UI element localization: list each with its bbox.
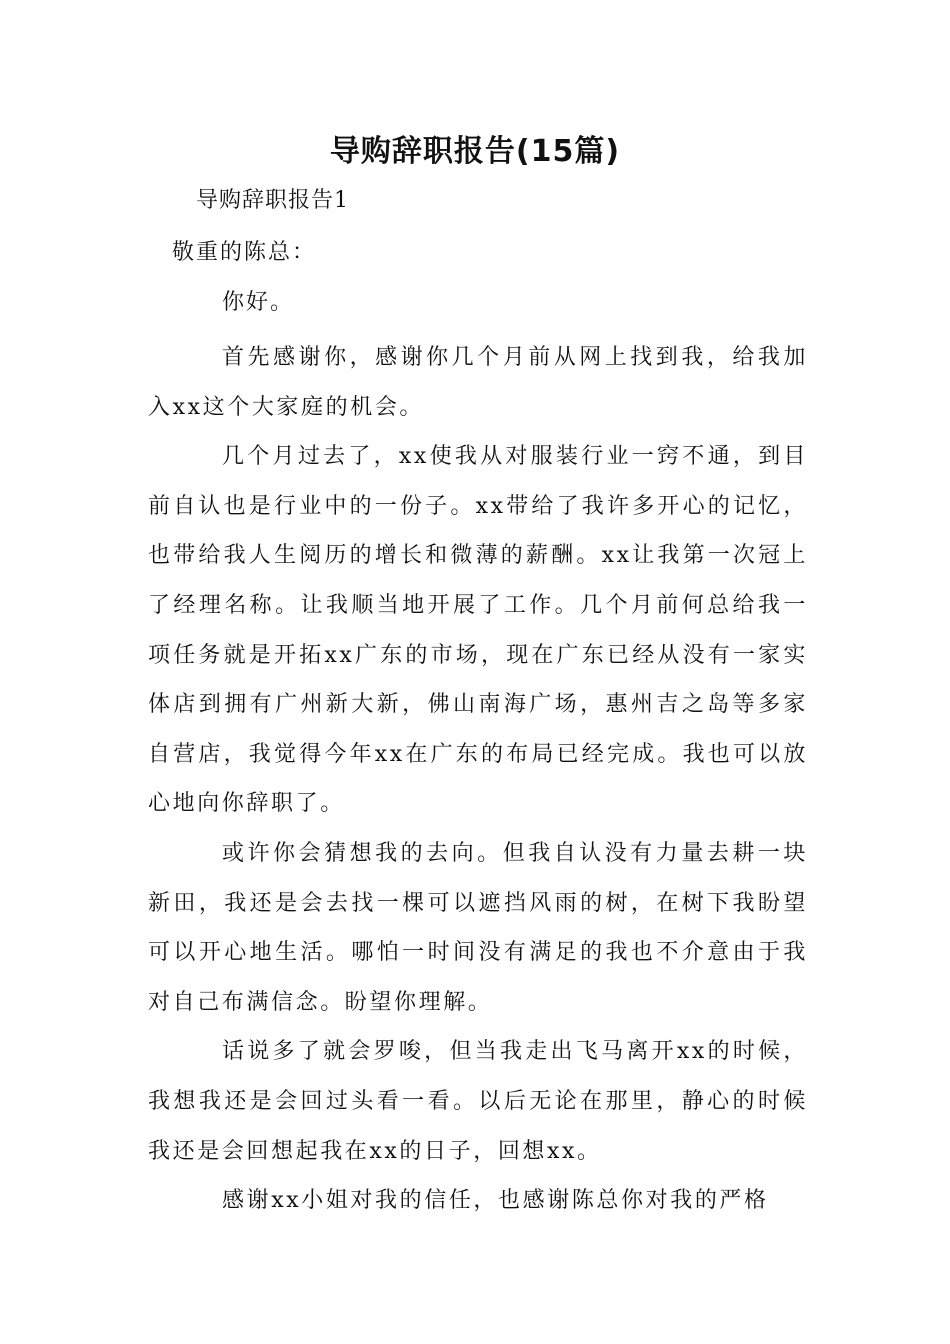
document-title: 导购辞职报告(15篇) xyxy=(329,134,621,169)
paragraph: 或许你会猜想我的去向。但我自认没有力量去耕一块新田，我还是会去找一棵可以遮挡风雨的树，在树下我盼望可以开心地生活。哪怕一时间没有满足的我也不介意由于我对自己布满信念。盼望你理解。 xyxy=(148,840,808,1015)
letter-salutation: 敬重的陈总： xyxy=(172,240,317,265)
letter-greeting: 你好。 xyxy=(222,290,295,315)
paragraph: 话说多了就会罗唆，但当我走出飞马离开xx的时候，我想我还是会回过头看一看。以后无论在那里，静心的时候我还是会回想起我在xx的日子，回想xx。 xyxy=(148,1039,808,1164)
document-subtitle: 导购辞职报告1 xyxy=(196,188,349,213)
letter-body xyxy=(148,333,808,1226)
paragraph: 感谢xx小姐对我的信任，也感谢陈总你对我的严格 xyxy=(222,1188,769,1214)
paragraph: 几个月过去了，xx使我从对服装行业一窍不通，到目前自认也是行业中的一份子。xx带给了我许多开心的记忆，也带给我人生阅历的增长和微薄的薪酬。xx让我第一次冠上了经理名称。让我顺当地开展了工作。几个月前何总给我一项任务就是开拓xx广东的市场，现在广东已经从没有一家实体店到拥有广州新大新，佛山南海广场，惠州吉之岛等多家自营店，我觉得今年xx在广东的布局已经完成。我也可以放心地向你辞职了。 xyxy=(148,444,808,817)
paragraph: 首先感谢你，感谢你几个月前从网上找到我，给我加入xx这个大家庭的机会。 xyxy=(148,345,808,420)
